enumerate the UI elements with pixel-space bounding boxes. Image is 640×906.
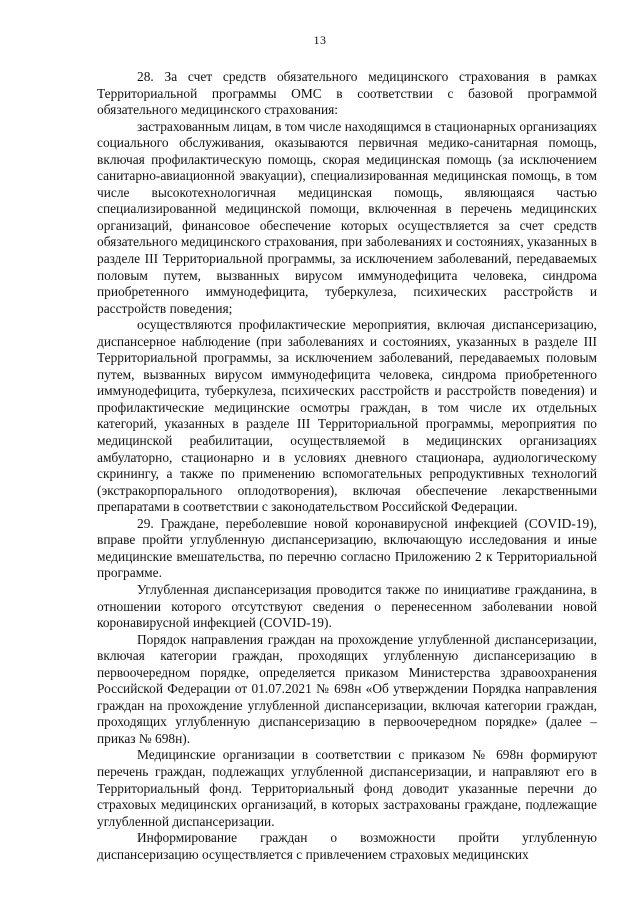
paragraph-informing-citizens: Информирование граждан о возможности пройти углубленную диспансеризацию осуществляется с привлечением страховых медицинских xyxy=(97,830,597,862)
paragraph-in-depth-initiative: Углубленная диспансеризация проводится также по инициативе гражданина, в отношении которого отсутствуют сведения о перенесенном заболевании новой коронавирусной инфекцией (COVID-19). xyxy=(97,581,597,631)
paragraph-insured-persons: застрахованным лицам, в том числе находящимся в стационарных организациях социального обслуживания, оказываются первичная медико-санитарная помощь, включая профилактическую помощь, скорая медицинская помощь (за исключением санитарно-авиационной эвакуации), специализированная медицинская помощь, в том числе высокотехнологичная медицинская помощь, являющаяся частью специализированной медицинской помощи, включенная в перечень медицинских организаций, финансовое обеспечение которых осуществляется за счет средств обязательного медицинского страхования, при заболеваниях и состояниях, указанных в разделе III Территориальной программы, за исключением заболеваний, передаваемых половым путем, вызванных вирусом иммунодефицита человека, синдрома приобретенного иммунодефицита, туберкулеза, психических расстройств и расстройств поведения; xyxy=(97,118,597,316)
paragraph-preventive-measures: осуществляются профилактические мероприятия, включая диспансеризацию, диспансерное наблюдение (при заболеваниях и состояниях, указанных в разделе III Территориальной программы, за исключением заболеваний, передаваемых половым путем, вызванных вирусом иммунодефицита человека, синдрома приобретенного иммунодефицита, туберкулеза, психических расстройств и расстройств поведения) и профилактические медицинские осмотры граждан, в том числе их отдельных категорий, указанных в разделе III Территориальной программы, мероприятия по медицинской реабилитации, осуществляемой в медицинских организациях амбулаторно, стационарно и в условиях дневного стационара, аудиологическому скринингу, а также по применению вспомогательных репродуктивных технологий (экстракорпорального оплодотворения), включая обеспечение лекарственными препаратами в соответствии с законодательством Российской Федерации. xyxy=(97,317,597,515)
paragraph-referral-procedure: Порядок направления граждан на прохождение углубленной диспансеризации, включая категории граждан, проходящих углубленную диспансеризацию в первоочередном порядке, определяется приказом Министерства здравоохранения Российской Федерации от 01.07.2021 № 698н «Об утверждении Порядка направления граждан на прохождение углубленной диспансеризации, включая категории граждан, проходящих углубленную диспансеризацию в первоочередном порядке» (далее – приказ № 698н). xyxy=(97,631,597,746)
document-body xyxy=(97,69,597,863)
paragraph-medical-organizations: Медицинские организации в соответствии с приказом № 698н формируют перечень граждан, подлежащих углубленной диспансеризации, и направляют его в Территориальный фонд. Территориальный фонд доводит указанные перечни до страховых медицинских организаций, в которых застрахованы граждане, подлежащие углубленной диспансеризации. xyxy=(97,747,597,829)
paragraph-28-intro: 28. За счет средств обязательного медицинского страхования в рамках Территориальной программы ОМС в соответствии с базовой программой обязательного медицинского страхования: xyxy=(97,69,597,118)
page-number: 13 xyxy=(313,33,327,47)
paragraph-29-covid: 29. Граждане, переболевшие новой коронавирусной инфекцией (COVID-19), вправе пройти углубленную диспансеризацию, включающую исследования и иные медицинские вмешательства, по перечню согласно Приложению 2 к Территориальной программе. xyxy=(97,515,597,581)
